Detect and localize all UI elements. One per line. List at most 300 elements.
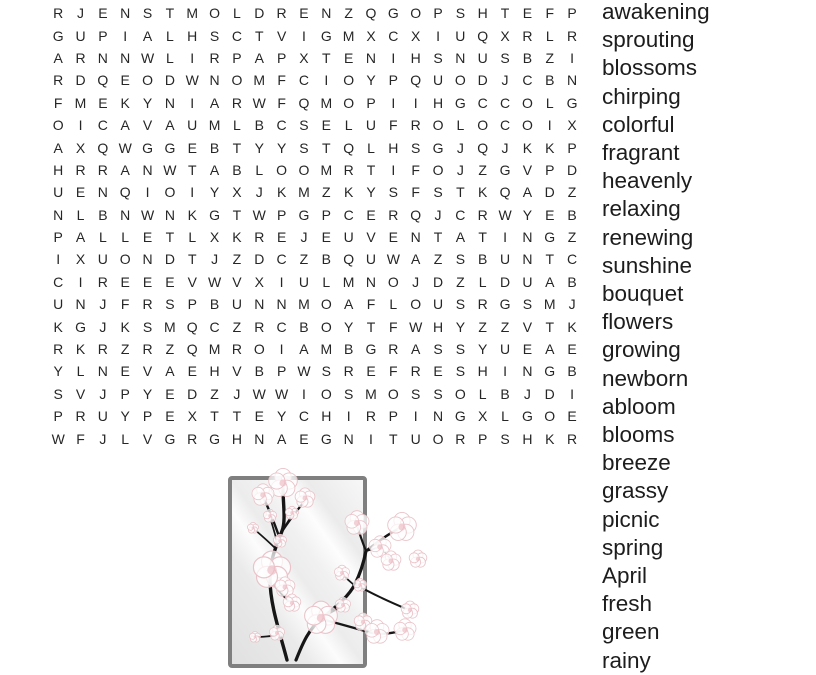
grid-letter: U <box>343 229 354 246</box>
grid-letter: T <box>187 251 197 268</box>
grid-letter: D <box>544 184 555 201</box>
grid-letter: S <box>411 139 421 156</box>
grid-letter: J <box>99 430 107 447</box>
grid-letter: A <box>209 161 220 178</box>
grid-letter: C <box>499 117 511 134</box>
grid-letter: O <box>276 161 288 178</box>
grid-letter: Q <box>477 27 489 44</box>
grid-letter: I <box>279 273 284 290</box>
grid-letter: G <box>454 408 466 425</box>
grid-letter: V <box>142 363 153 380</box>
grid-letter: E <box>98 94 108 111</box>
grid-letter: E <box>142 273 153 290</box>
grid-letter: E <box>366 363 376 380</box>
grid-letter: Y <box>276 408 287 425</box>
grid-letter: W <box>163 161 177 178</box>
grid-letter: P <box>276 206 287 223</box>
grid-letter: X <box>567 117 577 134</box>
grid-letter: J <box>456 139 464 156</box>
grid-letter: S <box>500 430 510 447</box>
grid-letter: Y <box>53 363 63 380</box>
grid-letter: K <box>120 318 130 335</box>
grid-letter: R <box>276 5 287 22</box>
grid-letter: K <box>232 229 242 246</box>
grid-letter: Q <box>343 139 355 156</box>
grid-letter: B <box>254 363 264 380</box>
grid-letter: E <box>343 49 354 66</box>
grid-letter: I <box>302 385 306 402</box>
grid-letter: K <box>75 341 86 358</box>
grid-letter: P <box>120 385 130 402</box>
grid-letter: K <box>187 206 197 223</box>
grid-letter: P <box>388 72 398 89</box>
grid-letter: U <box>522 273 533 290</box>
grid-letter: X <box>478 408 488 425</box>
grid-letter: L <box>389 296 398 313</box>
grid-letter: V <box>232 273 242 290</box>
grid-letter: M <box>365 385 377 402</box>
grid-letter: T <box>254 27 264 44</box>
grid-letter: R <box>343 161 354 178</box>
grid-letter: B <box>567 363 577 380</box>
word-list-item: blooms <box>602 422 675 448</box>
grid-letter: G <box>432 139 444 156</box>
word-list-item: growing <box>602 337 681 363</box>
grid-letter: I <box>570 49 575 66</box>
grid-letter: L <box>76 363 85 380</box>
grid-letter: X <box>209 229 220 246</box>
word-list-item: heavenly <box>602 168 693 194</box>
grid-letter: N <box>410 229 421 246</box>
grid-letter: N <box>567 72 578 89</box>
grid-letter: D <box>499 273 511 290</box>
grid-letter: J <box>434 206 442 223</box>
grid-letter: A <box>254 49 264 66</box>
word-list-item: abloom <box>602 393 676 419</box>
grid-letter: U <box>477 49 488 66</box>
grid-letter: R <box>142 296 153 313</box>
grid-letter: L <box>233 117 241 134</box>
grid-letter: A <box>165 117 175 134</box>
grid-letter: Z <box>478 161 487 178</box>
grid-letter: O <box>410 5 422 22</box>
grid-letter: R <box>455 430 466 447</box>
grid-letter: S <box>53 385 63 402</box>
grid-letter: N <box>365 273 377 290</box>
word-list-item: awakening <box>602 0 710 24</box>
word-list-item: renewing <box>602 224 694 250</box>
grid-letter: D <box>567 161 578 178</box>
grid-letter: A <box>142 27 153 44</box>
grid-letter: Q <box>410 206 422 223</box>
grid-letter: R <box>477 206 488 223</box>
grid-letter: L <box>121 430 130 447</box>
grid-letter: Z <box>478 318 487 335</box>
grid-letter: N <box>522 251 533 268</box>
grid-letter: U <box>53 184 64 201</box>
grid-letter: B <box>522 49 533 66</box>
grid-letter: T <box>187 161 197 178</box>
grid-letter: Q <box>298 94 310 111</box>
grid-letter: Z <box>456 273 465 290</box>
grid-letter: J <box>211 251 219 268</box>
grid-letter: R <box>97 161 108 178</box>
grid-letter: E <box>299 430 309 447</box>
grid-letter: E <box>366 206 376 223</box>
grid-letter: G <box>320 27 332 44</box>
grid-letter: A <box>276 430 287 447</box>
grid-letter: W <box>252 94 266 111</box>
word-list-item: rainy <box>602 647 651 673</box>
grid-letter: G <box>365 341 377 358</box>
grid-letter: L <box>165 27 174 44</box>
grid-letter: W <box>207 273 222 290</box>
grid-letter: O <box>410 296 422 313</box>
word-list-item: picnic <box>602 506 660 532</box>
grid-letter: S <box>165 296 175 313</box>
grid-letter: C <box>388 27 399 44</box>
grid-letter: D <box>164 251 175 268</box>
grid-letter: K <box>545 139 555 156</box>
grid-letter: Q <box>186 341 198 358</box>
grid-letter: B <box>545 72 555 89</box>
grid-letter: N <box>120 206 131 223</box>
grid-letter: H <box>432 318 444 335</box>
blossom-flower <box>394 619 416 641</box>
grid-letter: H <box>53 161 64 178</box>
grid-letter: A <box>75 229 86 246</box>
grid-letter: S <box>299 117 309 134</box>
grid-letter: A <box>120 161 130 178</box>
grid-letter: X <box>366 27 376 44</box>
grid-letter: B <box>98 206 108 223</box>
word-list-item: chirping <box>602 83 681 109</box>
grid-letter: L <box>367 139 375 156</box>
grid-letter: A <box>165 363 175 380</box>
grid-letter: N <box>53 206 64 223</box>
grid-letter: D <box>75 72 86 89</box>
grid-letter: Z <box>165 341 175 358</box>
grid-letter: V <box>366 229 376 246</box>
grid-letter: N <box>455 49 466 66</box>
grid-letter: B <box>478 251 488 268</box>
grid-letter: Q <box>186 318 198 335</box>
grid-letter: O <box>521 117 533 134</box>
grid-letter: W <box>252 385 266 402</box>
grid-letter: I <box>436 27 440 44</box>
grid-letter: R <box>53 72 64 89</box>
grid-letter: X <box>75 251 86 268</box>
grid-letter: Y <box>209 184 220 201</box>
grid-letter: F <box>389 363 398 380</box>
grid-letter: P <box>232 49 242 66</box>
grid-letter: T <box>232 206 242 223</box>
grid-letter: N <box>97 363 108 380</box>
grid-letter: J <box>99 296 107 313</box>
grid-letter: K <box>276 184 287 201</box>
grid-letter: J <box>255 184 263 201</box>
grid-letter: V <box>276 27 287 44</box>
grid-letter: Z <box>433 251 443 268</box>
grid-letter: S <box>388 184 398 201</box>
grid-letter: P <box>567 5 577 22</box>
grid-letter: P <box>366 94 376 111</box>
grid-letter: A <box>53 49 63 66</box>
word-list-item: April <box>602 563 648 589</box>
grid-letter: Q <box>97 72 109 89</box>
grid-letter: L <box>255 161 264 178</box>
grid-letter: G <box>454 94 466 111</box>
grid-letter: A <box>455 229 466 246</box>
grid-letter: S <box>455 341 466 358</box>
grid-letter: E <box>321 229 331 246</box>
grid-letter: U <box>432 72 444 89</box>
word-list <box>602 0 710 675</box>
grid-letter: O <box>521 94 533 111</box>
grid-letter: T <box>545 318 555 335</box>
grid-letter: M <box>320 161 333 178</box>
grid-letter: Y <box>276 139 287 156</box>
grid-letter: I <box>413 408 418 425</box>
grid-letter: O <box>119 251 131 268</box>
grid-letter: B <box>209 139 220 156</box>
grid-letter: C <box>499 94 511 111</box>
grid-letter: J <box>77 5 85 22</box>
grid-letter: N <box>343 430 354 447</box>
grid-letter: E <box>142 229 153 246</box>
grid-letter: B <box>567 273 577 290</box>
grid-letter: O <box>231 72 243 89</box>
grid-letter: P <box>276 49 287 66</box>
grid-letter: R <box>75 408 86 425</box>
grid-letter: R <box>388 206 399 223</box>
grid-letter: K <box>120 94 130 111</box>
grid-letter: H <box>209 363 220 380</box>
grid-letter: K <box>545 430 555 447</box>
grid-letter: P <box>53 408 63 425</box>
grid-letter: O <box>320 296 332 313</box>
grid-letter: N <box>254 296 265 313</box>
grid-letter: T <box>500 5 510 22</box>
grid-letter: F <box>366 296 376 313</box>
grid-letter: A <box>411 341 421 358</box>
grid-letter: I <box>190 94 195 111</box>
grid-letter: U <box>187 117 198 134</box>
grid-letter: M <box>74 94 87 111</box>
grid-letter: M <box>342 27 355 44</box>
grid-letter: P <box>187 296 197 313</box>
grid-letter: B <box>567 206 577 223</box>
grid-letter: I <box>391 161 396 178</box>
grid-letter: G <box>164 139 176 156</box>
grid-letter: I <box>324 72 329 89</box>
blossom-flower <box>248 522 259 533</box>
grid-letter: L <box>501 408 509 425</box>
grid-letter: P <box>478 430 488 447</box>
grid-letter: O <box>320 318 332 335</box>
grid-letter: I <box>413 94 418 111</box>
grid-letter: W <box>140 49 155 66</box>
grid-letter: Q <box>343 251 355 268</box>
grid-letter: A <box>209 94 220 111</box>
grid-letter: H <box>477 5 488 22</box>
grid-letter: G <box>209 206 221 223</box>
grid-letter: C <box>522 72 533 89</box>
grid-letter: B <box>500 385 510 402</box>
grid-letter: D <box>254 251 265 268</box>
cherry-blossom-illustration <box>190 455 470 660</box>
word-list-item: bouquet <box>602 281 684 307</box>
grid-letter: O <box>320 385 332 402</box>
grid-letter: X <box>187 408 197 425</box>
grid-letter: L <box>478 385 487 402</box>
grid-letter: C <box>567 251 578 268</box>
grid-letter: U <box>499 251 511 268</box>
grid-letter: E <box>545 206 555 223</box>
grid-letter: G <box>566 94 578 111</box>
grid-letter: F <box>53 94 63 111</box>
grid-letter: S <box>433 341 443 358</box>
grid-letter: M <box>320 341 333 358</box>
grid-letter: S <box>343 385 354 402</box>
grid-letter: C <box>276 117 287 134</box>
grid-letter: Z <box>344 5 353 22</box>
grid-letter: W <box>409 318 423 335</box>
grid-letter: A <box>120 117 130 134</box>
grid-letter: L <box>188 229 197 246</box>
grid-letter: N <box>164 206 175 223</box>
grid-letter: R <box>187 430 198 447</box>
grid-letter: Y <box>254 139 264 156</box>
grid-letter: T <box>545 251 555 268</box>
grid-letter: N <box>142 251 153 268</box>
grid-letter: U <box>75 27 86 44</box>
grid-letter: F <box>411 161 420 178</box>
grid-letter: P <box>321 206 331 223</box>
grid-letter: O <box>142 72 153 89</box>
grid-letter: L <box>545 27 554 44</box>
grid-letter: R <box>97 341 108 358</box>
grid-letter: D <box>477 72 488 89</box>
grid-letter: U <box>365 117 377 134</box>
grid-letter: R <box>75 161 86 178</box>
grid-letter: T <box>456 184 465 201</box>
grid-letter: G <box>387 5 399 22</box>
grid-letter: E <box>75 184 86 201</box>
grid-letter: R <box>477 296 488 313</box>
grid-letter: I <box>547 117 552 134</box>
grid-letter: R <box>567 27 578 44</box>
grid-letter: W <box>386 251 400 268</box>
grid-letter: L <box>76 206 85 223</box>
word-list-item: fragrant <box>602 140 680 166</box>
grid-letter: R <box>254 318 265 335</box>
grid-letter: V <box>142 430 153 447</box>
grid-letter: N <box>321 5 332 22</box>
grid-letter: T <box>165 5 175 22</box>
grid-letter: Y <box>478 341 488 358</box>
grid-letter: Y <box>142 385 153 402</box>
grid-letter: Z <box>567 184 577 201</box>
grid-letter: L <box>98 229 107 246</box>
grid-letter: A <box>522 184 533 201</box>
grid-letter: O <box>343 72 355 89</box>
grid-letter: K <box>522 139 533 156</box>
grid-letter: F <box>389 318 398 335</box>
grid-letter: K <box>478 184 488 201</box>
grid-letter: N <box>276 296 287 313</box>
grid-letter: G <box>521 408 533 425</box>
grid-letter: D <box>164 72 175 89</box>
grid-letter: N <box>97 49 108 66</box>
grid-letter: C <box>455 206 466 223</box>
word-list-item: spring <box>602 534 664 560</box>
grid-letter: Z <box>500 318 510 335</box>
grid-letter: J <box>501 139 509 156</box>
grid-letter: S <box>433 49 443 66</box>
grid-letter: F <box>389 117 398 134</box>
grid-letter: E <box>522 341 533 358</box>
grid-letter: G <box>142 139 153 156</box>
grid-letter: C <box>477 94 488 111</box>
grid-letter: I <box>503 229 507 246</box>
grid-letter: B <box>209 296 220 313</box>
grid-letter: A <box>299 341 309 358</box>
grid-letter: S <box>142 5 153 22</box>
grid-letter: G <box>320 430 332 447</box>
grid-letter: U <box>298 273 310 290</box>
grid-letter: I <box>391 49 396 66</box>
grid-letter: L <box>121 229 130 246</box>
grid-letter: E <box>120 72 130 89</box>
grid-letter: P <box>142 408 153 425</box>
grid-letter: D <box>544 385 555 402</box>
grid-letter: M <box>164 318 176 335</box>
grid-letter: S <box>209 27 220 44</box>
grid-letter: G <box>298 206 310 223</box>
grid-letter: I <box>190 49 195 66</box>
grid-letter: U <box>455 27 466 44</box>
blossom-flower <box>409 550 427 567</box>
grid-letter: G <box>52 27 64 44</box>
grid-letter: S <box>455 251 466 268</box>
grid-letter: S <box>455 296 466 313</box>
word-list-item: colorful <box>602 111 675 137</box>
grid-letter: X <box>254 273 264 290</box>
grid-letter: Z <box>232 251 242 268</box>
grid-letter: S <box>411 385 421 402</box>
grid-letter: Y <box>142 94 153 111</box>
grid-letter: C <box>276 318 287 335</box>
grid-letter: R <box>231 341 242 358</box>
grid-letter: J <box>99 385 107 402</box>
grid-letter: M <box>543 296 556 313</box>
grid-letter: F <box>120 296 130 313</box>
grid-letter: S <box>500 49 510 66</box>
grid-letter: Z <box>120 341 130 358</box>
grid-letter: A <box>545 273 555 290</box>
grid-letter: P <box>567 139 577 156</box>
grid-letter: N <box>365 49 377 66</box>
grid-letter: T <box>232 139 242 156</box>
grid-letter: D <box>187 385 198 402</box>
grid-letter: E <box>120 273 130 290</box>
grid-letter: U <box>432 296 444 313</box>
grid-letter: M <box>320 94 333 111</box>
grid-letter: B <box>232 161 242 178</box>
grid-letter: I <box>78 117 83 134</box>
blossom-flower <box>401 601 419 618</box>
